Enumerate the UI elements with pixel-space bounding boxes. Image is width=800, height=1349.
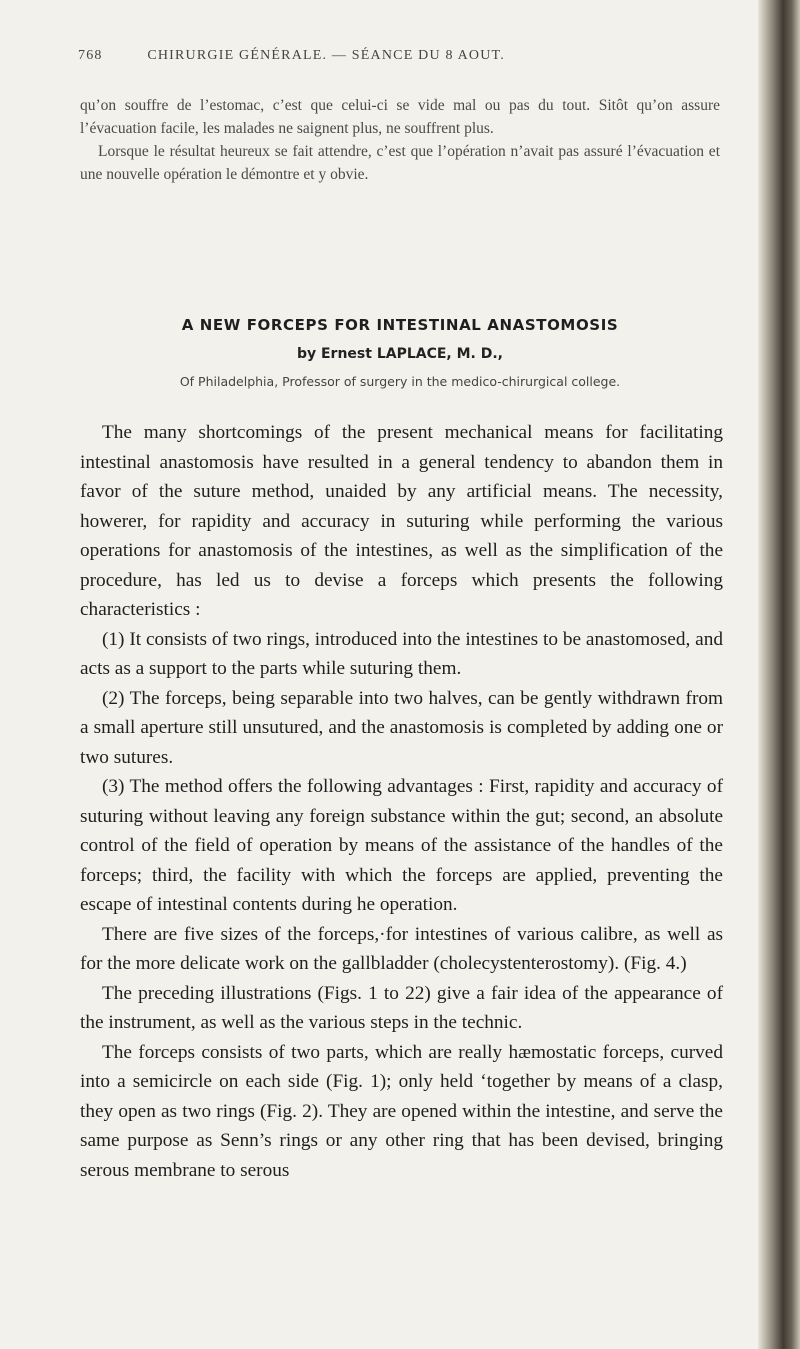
body-paragraph: The preceding illustrations (Figs. 1 to 22) give a fair idea of the appearance of the instrument, as well as the various steps in the technic.: [80, 982, 723, 1033]
body-paragraph: (2) The forceps, being separable into two halves, can be gently withdrawn from a small aperture still unsutured, and the anastomosis is completed by adding one or two sutures.: [80, 687, 723, 768]
intro-paragraph: qu’on souffre de l’estomac, c’est que celui-ci se vide mal ou pas du tout. Sitôt qu’on assure l’évacuation facile, les malades ne saignent plus, ne souffrent plus.: [80, 97, 720, 137]
article-title: A NEW FORCEPS FOR INTESTINAL ANASTOMOSIS: [181, 316, 619, 334]
article-byline: by Ernest LAPLACE, M. D.,: [296, 346, 504, 362]
body-paragraph: (3) The method offers the following advantages : First, rapidity and accuracy of suturing without leaving any foreign substance within the gut; second, an absolute control of the field of operation by means of the assistance of the handles of the forceps; third, the facility with which the forceps are applied, preventing the escape of intestinal contents during he operation.: [80, 776, 723, 915]
body-paragraph: (1) It consists of two rings, introduced into the intestines to be anastomosed, and acts as a support to the parts while suturing them.: [80, 628, 723, 679]
article-affiliation: Of Philadelphia, Professor of surgery in the medico-chirurgical college.: [179, 374, 621, 389]
article-body: [80, 418, 723, 1185]
body-paragraph: There are five sizes of the forceps,·for intestines of various calibre, as well as for the more delicate work on the gallbladder (cholecystenterostomy). (Fig. 4.): [80, 923, 723, 974]
body-paragraph: The many shortcomings of the present mechanical means for facilitating intestinal anastomosis have resulted in a general tendency to abandon them in favor of the suture method, unaided by any artificial means. The necessity, howerer, for rapidity and accuracy in suturing while performing the various operations for anastomosis of the intestines, as well as the simplification of the procedure, has led us to devise a forceps which presents the following characteristics :: [80, 422, 723, 620]
book-spine-edge: [758, 0, 800, 1349]
body-paragraph: The forceps consists of two parts, which are really hæmostatic forceps, curved into a semicircle on each side (Fig. 1); only held ‘together by means of a clasp, they open as two rings (Fig. 2). They are opened within the intestine, and serve the same purpose as Senn’s rings or any other ring that has been devised, bringing serous membrane to serous: [80, 1041, 723, 1181]
intro-paragraph: Lorsque le résultat heureux se fait attendre, c’est que l’opération n’avait pas assuré l’évacuation et une nouvelle opération le démontre et y obvie.: [80, 143, 720, 183]
page-number: 768: [78, 48, 103, 63]
running-head-title: CHIRURGIE GÉNÉRALE. — SÉANCE DU 8 AOUT.: [147, 48, 505, 63]
intro-text: [80, 94, 720, 186]
running-head: [78, 48, 718, 64]
